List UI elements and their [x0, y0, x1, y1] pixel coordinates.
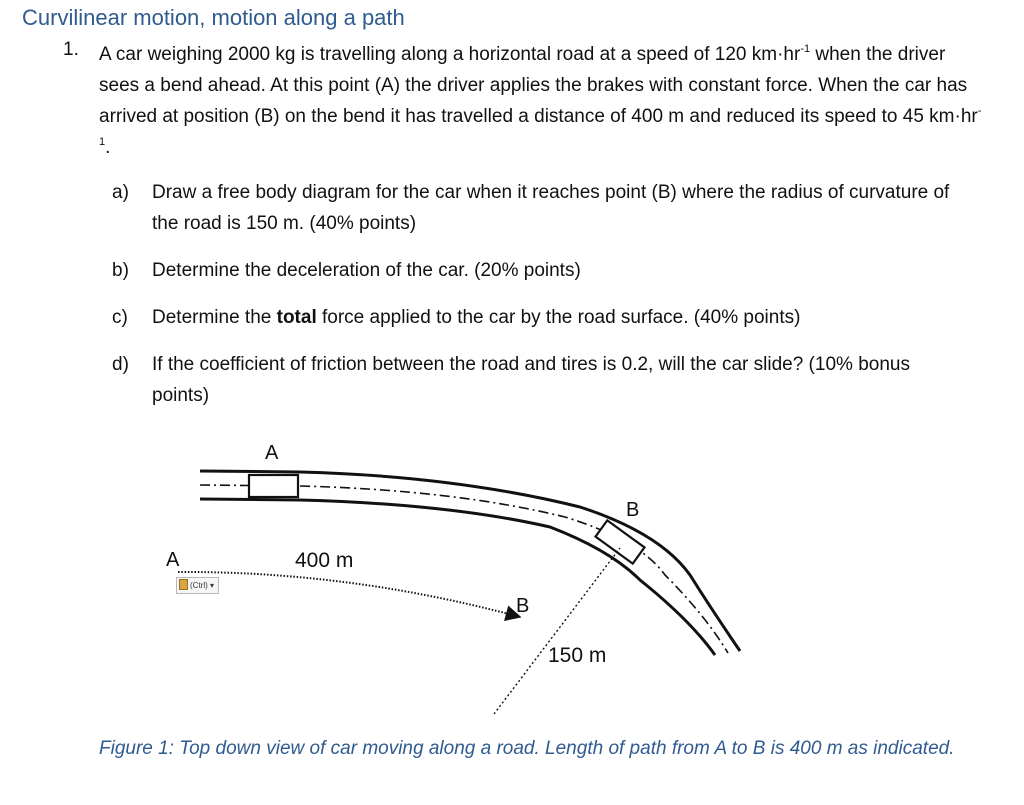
- subquestion-a-text: Draw a free body diagram for the car when it reaches point (B) where the radius of curvature of the road is 150 m. (40% points): [152, 182, 950, 234]
- question-text-part2: when the driver sees a bend ahead. At this point (A) the driver applies the brakes with constant force. When the car has arrived at position (B) on the bend it has travelled a distance of 400 m and reduced its speed to 45 km·hr: [99, 44, 978, 127]
- question-text-part3: .: [105, 137, 111, 158]
- subquestion-d-text: If the coefficient of friction between the road and tires is 0.2, will the car slide? (10% bonus points): [152, 354, 910, 406]
- path-length-arrow: [178, 572, 520, 617]
- subquestion-a: [112, 177, 972, 239]
- road-inner-edge: [200, 499, 715, 655]
- paste-options-label: (Ctrl): [190, 581, 208, 590]
- label-b-path-end: B: [516, 595, 530, 617]
- subquestion-c: [112, 302, 972, 333]
- subquestion-c-text-before: Determine the: [152, 307, 277, 328]
- subquestion-c-text-after: force applied to the car by the road surface. (40% points): [316, 307, 801, 328]
- subquestion-d: [112, 349, 972, 411]
- subquestion-b-label: b): [112, 260, 129, 281]
- label-a-path-start: A: [166, 549, 180, 571]
- subquestion-c-emphasis: total: [276, 307, 317, 328]
- radius-of-curvature-line: [494, 548, 620, 714]
- subquestion-b: [112, 255, 972, 286]
- road-figure: [0, 430, 1024, 730]
- speed-unit-exponent-1: -1: [800, 43, 811, 55]
- section-heading: Curvilinear motion, motion along a path: [22, 5, 405, 30]
- subquestion-a-label: a): [112, 182, 129, 203]
- label-b-at-car: B: [626, 499, 640, 521]
- question-text-part1: A car weighing 2000 kg is travelling along a horizontal road at a speed of 120 km·hr: [99, 44, 801, 65]
- question-number: 1.: [63, 39, 79, 60]
- road-centerline: [200, 485, 728, 653]
- label-a-at-car: A: [265, 442, 279, 464]
- car-at-a: [249, 475, 298, 497]
- subquestion-d-label: d): [112, 354, 129, 375]
- speed-unit-exponent-2: -1: [99, 105, 982, 148]
- chevron-down-icon: ▾: [210, 581, 215, 590]
- paste-options-badge[interactable]: [176, 577, 219, 594]
- subquestion-b-text: Determine the deceleration of the car. (20% points): [152, 260, 581, 281]
- distance-label: 400 m: [295, 549, 354, 572]
- subquestion-c-label: c): [112, 307, 128, 328]
- car-at-b: [596, 520, 645, 563]
- radius-label: 150 m: [548, 644, 607, 667]
- clipboard-icon: [179, 579, 188, 590]
- figure-caption: Figure 1: Top down view of car moving along a road. Length of path from A to B is 400 m as indicated.: [99, 738, 955, 759]
- subquestion-c-text: [152, 302, 972, 333]
- question-text: [99, 39, 989, 163]
